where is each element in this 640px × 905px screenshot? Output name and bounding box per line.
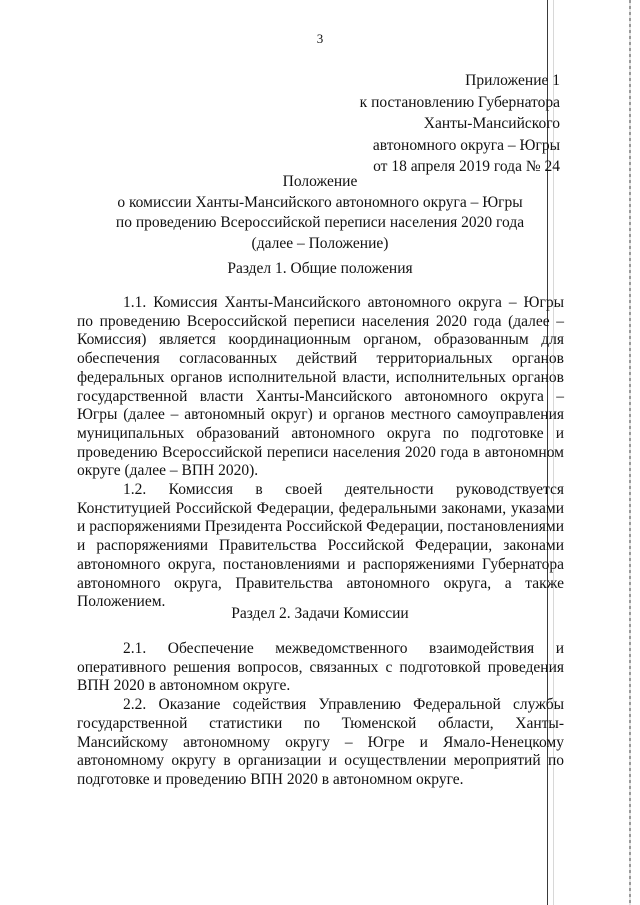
appendix-line: к постановлению Губернатора (359, 93, 560, 111)
section-1-body (77, 294, 564, 612)
appendix-header (360, 70, 560, 178)
title-line: (далее – Положение) (251, 234, 389, 252)
title-line: о комиссии Ханты-Мансийского автономного округа – Югры (117, 193, 523, 211)
appendix-line: от 18 апреля 2019 года № 24 (373, 158, 560, 175)
document-title (70, 172, 570, 254)
paragraph-2-1: 2.1. Обеспечение межведомственного взаимодействия и оперативного решения вопросов, связанных с подготовкой проведения ВПН 2020 в автономном округе. (77, 640, 564, 695)
paragraph-1-1: 1.1. Комиссия Ханты-Мансийского автономного округа – Югры по проведению Всероссийской переписи населения 2020 года (далее – Комиссия) является координационным органом, образованным для обеспечения согласованных действий территориальных органов федеральных органов исполнительной власти, исполнительных органов государственной власти Ханты-Мансийского автономного округа – Югры (далее – автономный округ) и органов местного самоуправления муниципальных образований автономного округа по подготовке и проведению Всероссийской переписи населения 2020 года в автономном округе (далее – ВПН 2020). (77, 294, 564, 480)
page-number: 3 (316, 31, 324, 46)
section-2-heading: Раздел 2. Задачи Комиссии (231, 605, 409, 622)
paragraph-1-2: 1.2. Комиссия в своей деятельности руководствуется Конституцией Российской Федерации, федеральными законами, указами и распоряжениями Президента Российской Федерации, постановлениями и распоряжениями Правительства Российской Федерации, законами автономного округа, постановлениями и распоряжениями Губернатора автономного округа, Правительства автономного округа, а также Положением. (77, 481, 564, 611)
appendix-line: Приложение 1 (465, 72, 560, 89)
scan-artifact-edge (629, 0, 631, 905)
section-1-heading: Раздел 1. Общие положения (227, 260, 413, 277)
paragraph-2-2: 2.2. Оказание содействия Управлению Федеральной службы государственной статистики по Тюменской области, Ханты-Мансийскому автономному округу – Югре и Ямало-Ненецкому автономному округу в организации и осуществлении мероприятий по подготовке и проведению ВПН 2020 в автономном округе. (77, 696, 564, 788)
appendix-line: Ханты-Мансийского (423, 115, 560, 132)
title-line: по проведению Всероссийской переписи населения 2020 года (115, 214, 525, 231)
appendix-line: автономного округа – Югры (372, 136, 560, 154)
title-line: Положение (282, 173, 358, 190)
section-2-body (77, 640, 564, 790)
